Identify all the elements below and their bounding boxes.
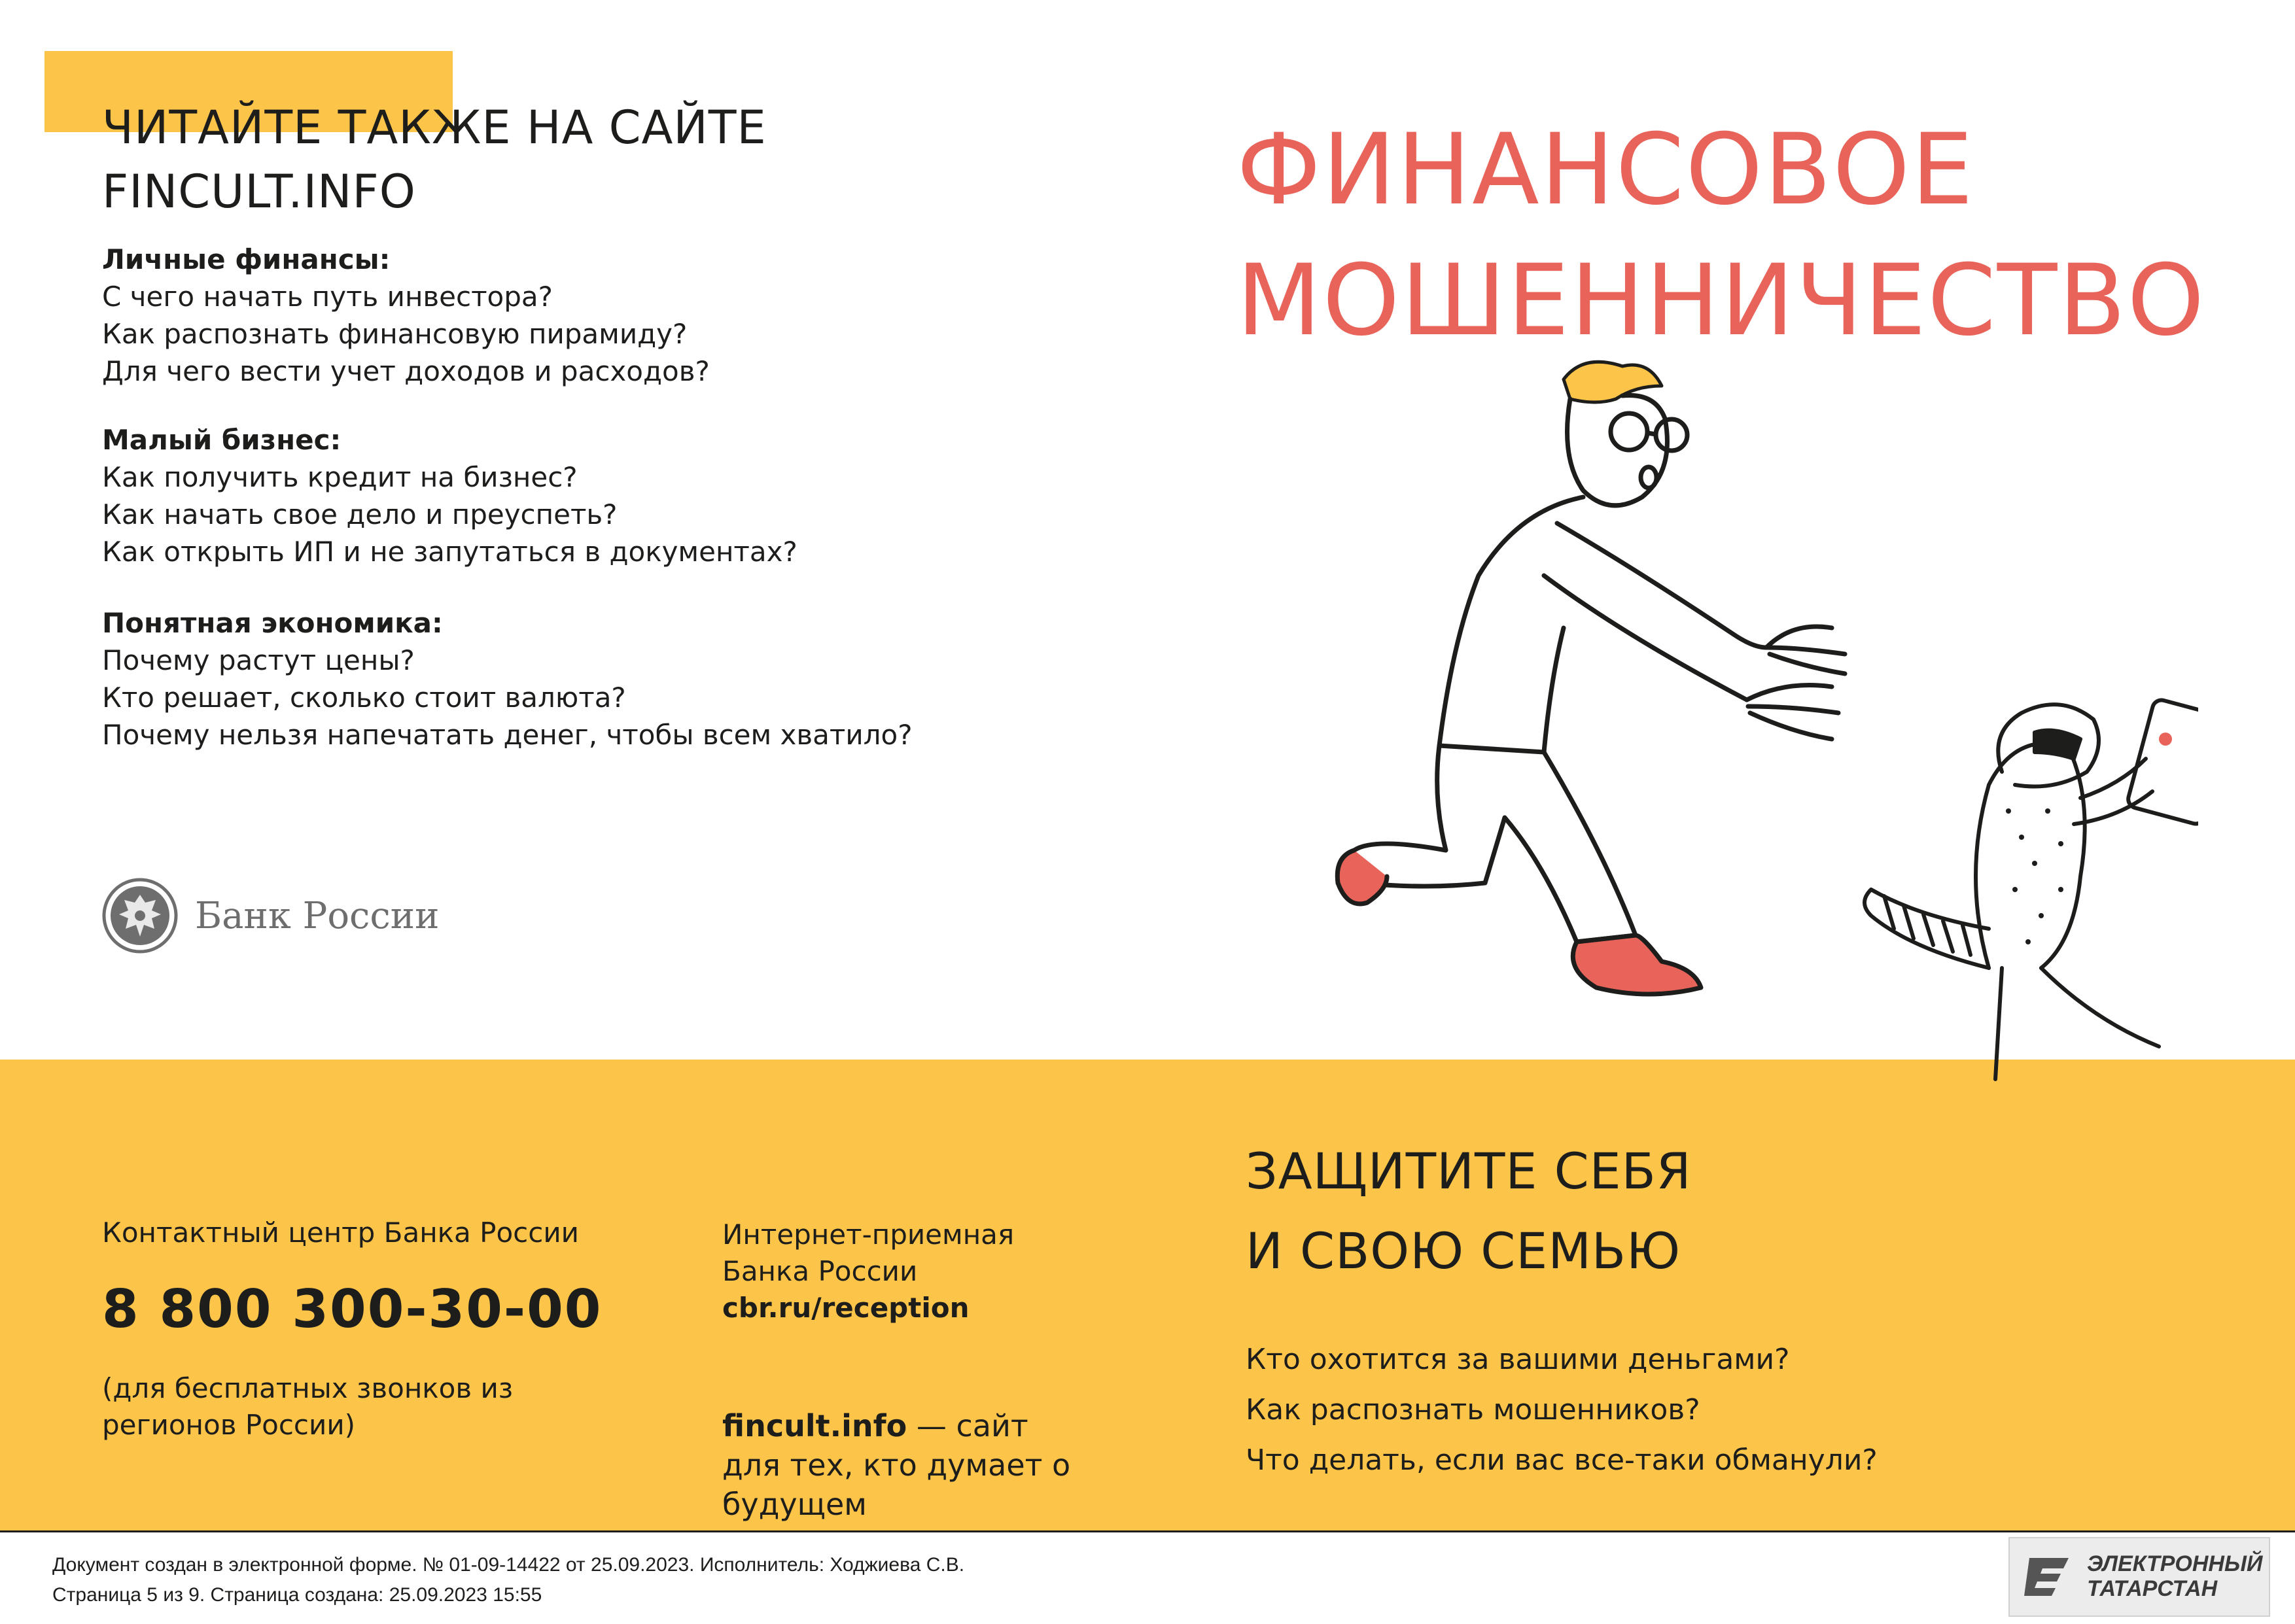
logo-line-2: ТАТАРСТАН <box>2087 1576 2218 1601</box>
section-small-business <box>102 421 797 570</box>
article-link[interactable]: Как получить кредит на бизнес? <box>102 461 578 493</box>
article-link[interactable]: С чего начать путь инвестора? <box>102 281 553 313</box>
question-item: Что делать, если вас все-таки обманули? <box>1246 1443 1878 1477</box>
article-link[interactable]: Почему нельзя напечатать денег, чтобы всем хватило? <box>102 719 913 751</box>
section-personal-finance <box>102 241 710 390</box>
raccoon-with-card-illustration <box>1865 698 2198 1079</box>
raccoon-fur-dots <box>2006 808 2063 944</box>
section-economy <box>102 604 913 753</box>
electronic-tatarstan-logo <box>2008 1537 2270 1617</box>
protect-title: ЗАЩИТИТЕ СЕБЯ И СВОЮ СЕМЬЮ <box>1246 1142 1692 1280</box>
man-running-illustration <box>1337 362 1845 994</box>
question-item: Как распознать мошенников? <box>1246 1393 1700 1426</box>
article-link[interactable]: Почему растут цены? <box>102 644 415 676</box>
fincult-link[interactable]: fincult.info <box>722 1408 907 1443</box>
article-link[interactable]: Как распознать финансовую пирамиду? <box>102 318 688 350</box>
reception-line-2: Банка России <box>722 1255 918 1287</box>
document-info-line-2: Страница 5 из 9. Страница создана: 25.09.2023 15:55 <box>52 1584 542 1606</box>
logo-line-1: ЭЛЕКТРОННЫЙ <box>2087 1551 2263 1576</box>
bank-name: Банк России <box>195 894 440 937</box>
eagle-emblem-icon <box>101 876 179 955</box>
phone-note: (для бесплатных звонков из регионов России) <box>102 1372 514 1441</box>
phone-number[interactable]: 8 800 300-30-00 <box>102 1279 603 1339</box>
article-link[interactable]: Как начать свое дело и преуспеть? <box>102 498 618 530</box>
reception-link[interactable]: cbr.ru/reception <box>722 1292 970 1324</box>
fincult-promo <box>722 1406 1089 1524</box>
read-also-title: ЧИТАЙТЕ ТАКЖЕ НА САЙТЕ FINCULT.INFO <box>102 101 767 218</box>
et-logo-icon <box>2023 1553 2075 1601</box>
illustration <box>1178 340 2198 1112</box>
section-heading: Понятная экономика: <box>102 607 443 639</box>
main-title: ФИНАНСОВОЕ МОШЕННИЧЕСТВО <box>1236 113 2206 358</box>
article-link[interactable]: Для чего вести учет доходов и расходов? <box>102 355 710 387</box>
article-link[interactable]: Кто решает, сколько стоит валюта? <box>102 682 626 714</box>
question-item: Кто охотится за вашими деньгами? <box>1246 1343 1790 1376</box>
section-heading: Малый бизнес: <box>102 424 342 456</box>
article-link[interactable]: Как открыть ИП и не запутаться в документах? <box>102 536 797 568</box>
bank-of-russia-logo <box>101 876 439 955</box>
contact-center-label: Контактный центр Банка России <box>102 1217 579 1249</box>
fincult-description: — сайт для тех, кто думает о будущем <box>722 1408 1071 1522</box>
fraud-questions <box>1246 1334 1878 1485</box>
reception-line-1: Интернет-приемная <box>722 1218 1015 1251</box>
internet-reception <box>722 1217 1014 1326</box>
section-heading: Личные финансы: <box>102 243 391 275</box>
document-info <box>52 1550 964 1610</box>
document-info-line-1: Документ создан в электронной форме. № 01-09-14422 от 25.09.2023. Исполнитель: Ходжиева С.В. <box>52 1554 965 1576</box>
